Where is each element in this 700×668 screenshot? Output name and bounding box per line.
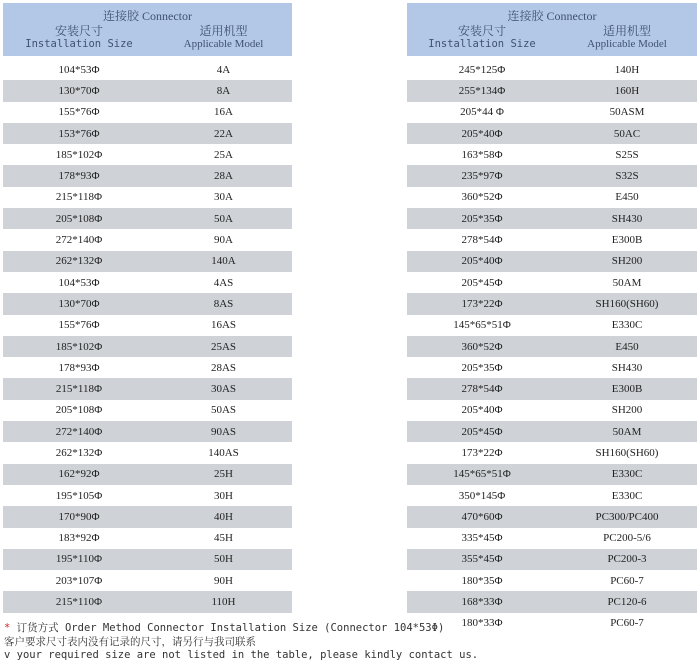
installation-size-cell: 145*65*51Φ: [453, 468, 511, 481]
table-row: [407, 102, 697, 123]
applicable-model-cell: 28A: [214, 170, 233, 183]
installation-size-cell: 130*70Φ: [58, 297, 100, 310]
installation-size-cell: 470*60Φ: [461, 510, 503, 523]
table-row: [407, 528, 697, 549]
installation-size-cell: 163*58Φ: [461, 148, 503, 161]
table-row: [3, 165, 292, 186]
applicable-model-cell: 50AS: [210, 404, 237, 417]
installation-size-cell: 205*35Φ: [461, 212, 503, 225]
table-row: [407, 208, 697, 229]
installation-size-cell: 205*108Φ: [55, 404, 103, 417]
installation-size-cell: 205*45Φ: [461, 276, 503, 289]
table-row: [3, 421, 292, 442]
applicable-model-cell: SH200: [611, 255, 643, 268]
installation-size-cell: 168*33Φ: [461, 596, 503, 609]
applicable-model-cell: SH430: [611, 361, 643, 374]
applicable-model-cell: 50H: [214, 553, 233, 566]
installation-size-cell: 272*140Φ: [55, 234, 103, 247]
applicable-model-cell: 45H: [214, 532, 233, 545]
table-row: [3, 144, 292, 165]
installation-size-cell: 153*76Φ: [58, 127, 100, 140]
installation-size-cell: 205*108Φ: [55, 212, 103, 225]
installation-size-cell: 255*134Φ: [458, 84, 506, 97]
applicable-model-cell: E450: [615, 191, 639, 204]
column-header-installation-size: [407, 25, 557, 51]
installation-size-cell: 205*44 Φ: [460, 106, 504, 119]
table-body: [407, 59, 697, 634]
table-header: [407, 3, 697, 56]
applicable-model-cell: 16AS: [210, 319, 237, 332]
table-row: [407, 421, 697, 442]
applicable-model-cell: 30H: [214, 489, 233, 502]
table-row: [407, 378, 697, 399]
applicable-model-cell: SH160(SH60): [595, 297, 659, 310]
applicable-model-cell: 160H: [614, 84, 640, 97]
applicable-model-cell: PC120-6: [607, 596, 647, 609]
applicable-model-cell: PC60-7: [610, 617, 644, 630]
applicable-model-cell: 30A: [214, 191, 233, 204]
installation-size-cell: 360*52Φ: [461, 340, 503, 353]
applicable-model-cell: 40H: [214, 510, 233, 523]
table-row: [407, 442, 697, 463]
table-row: [407, 229, 697, 250]
installation-size-cell: 205*45Φ: [461, 425, 503, 438]
order-method-line: [4, 622, 478, 636]
installation-size-cell: 215*118Φ: [55, 383, 103, 396]
installation-size-cell: 215*110Φ: [55, 596, 103, 609]
installation-size-cell: 360*52Φ: [461, 191, 503, 204]
table-row: [3, 378, 292, 399]
applicable-model-cell: 16A: [214, 106, 233, 119]
applicable-model-cell: 50AC: [613, 127, 641, 140]
applicable-model-cell: S32S: [615, 170, 639, 183]
applicable-model-cell: E330C: [611, 489, 643, 502]
applicable-model-cell: SH160(SH60): [595, 446, 659, 459]
installation-size-cell: 180*35Φ: [461, 574, 503, 587]
table-row: [407, 293, 697, 314]
table-row: [3, 272, 292, 293]
applicable-model-cell: SH430: [611, 212, 643, 225]
applicable-model-cell: S25S: [615, 148, 639, 161]
connector-table-left: [3, 3, 292, 613]
applicable-model-cell: 140H: [614, 63, 640, 76]
table-header: [3, 3, 292, 56]
installation-size-cell: 195*110Φ: [55, 553, 103, 566]
applicable-model-cell: 50AM: [612, 425, 642, 438]
column-header-en: Applicable Model: [183, 38, 264, 50]
installation-size-cell: 278*54Φ: [461, 383, 503, 396]
table-row: [407, 336, 697, 357]
applicable-model-cell: 4A: [216, 63, 231, 76]
table-row: [3, 506, 292, 527]
installation-size-cell: 262*132Φ: [55, 255, 103, 268]
installation-size-cell: 245*125Φ: [458, 63, 506, 76]
installation-size-cell: 350*145Φ: [458, 489, 506, 502]
table-row: [407, 315, 697, 336]
column-header-cn: 安装尺寸: [54, 24, 103, 38]
column-header-en: Installation Size: [428, 38, 536, 50]
installation-size-cell: 145*65*51Φ: [453, 319, 511, 332]
applicable-model-cell: E330C: [611, 319, 643, 332]
applicable-model-cell: 110H: [211, 596, 236, 609]
table-row: [3, 251, 292, 272]
table-row: [3, 528, 292, 549]
installation-size-cell: 178*93Φ: [58, 361, 100, 374]
table-row: [3, 59, 292, 80]
applicable-model-cell: PC200-3: [607, 553, 647, 566]
table-row: [407, 591, 697, 612]
table-title: 连接胶 Connector: [103, 9, 192, 23]
installation-size-cell: 185*102Φ: [55, 340, 103, 353]
installation-size-cell: 205*40Φ: [461, 127, 503, 140]
applicable-model-cell: 50AM: [612, 276, 642, 289]
column-header-cn: 适用机型: [602, 24, 651, 38]
installation-size-cell: 185*102Φ: [55, 148, 103, 161]
installation-size-cell: 278*54Φ: [461, 234, 503, 247]
table-row: [3, 400, 292, 421]
applicable-model-cell: 22A: [214, 127, 233, 140]
applicable-model-cell: SH200: [611, 404, 643, 417]
table-row: [407, 400, 697, 421]
applicable-model-cell: 4AS: [213, 276, 234, 289]
applicable-model-cell: 25AS: [210, 340, 237, 353]
table-row: [3, 293, 292, 314]
installation-size-cell: 173*22Φ: [461, 446, 503, 459]
column-header-en: Installation Size: [25, 38, 133, 50]
column-header-cn: 安装尺寸: [457, 24, 506, 38]
asterisk-icon: *: [4, 622, 11, 634]
installation-size-cell: 203*107Φ: [55, 574, 103, 587]
applicable-model-cell: 8A: [216, 84, 231, 97]
order-note: [4, 622, 478, 663]
table-row: [3, 357, 292, 378]
installation-size-cell: 155*76Φ: [58, 106, 100, 119]
applicable-model-cell: E450: [615, 340, 639, 353]
applicable-model-cell: E300B: [611, 234, 643, 247]
table-row: [3, 123, 292, 144]
table-row: [407, 506, 697, 527]
table-row: [3, 315, 292, 336]
table-row: [3, 80, 292, 101]
custom-size-note-en: v your required size are not listed in the table, please kindly contact us.: [4, 649, 479, 661]
applicable-model-cell: PC200-5/6: [603, 532, 651, 545]
installation-size-cell: 170*90Φ: [58, 510, 100, 523]
applicable-model-cell: 28AS: [210, 361, 237, 374]
installation-size-cell: 178*93Φ: [58, 170, 100, 183]
table-row: [3, 442, 292, 463]
installation-size-cell: 205*40Φ: [461, 255, 503, 268]
applicable-model-cell: 90A: [214, 234, 233, 247]
applicable-model-cell: E330C: [611, 468, 643, 481]
installation-size-cell: 173*22Φ: [461, 297, 503, 310]
table-row: [3, 187, 292, 208]
table-row: [3, 229, 292, 250]
table-row: [407, 464, 697, 485]
installation-size-cell: 235*97Φ: [461, 170, 503, 183]
table-row: [3, 464, 292, 485]
table-row: [3, 336, 292, 357]
table-row: [407, 187, 697, 208]
table-row: [3, 208, 292, 229]
column-header-installation-size: [3, 25, 155, 51]
table-row: [407, 80, 697, 101]
applicable-model-cell: 90H: [214, 574, 233, 587]
applicable-model-cell: 50ASM: [609, 106, 645, 119]
applicable-model-cell: 140AS: [208, 446, 239, 459]
column-header-applicable-model: [155, 25, 292, 51]
table-row: [407, 485, 697, 506]
applicable-model-cell: 30AS: [210, 383, 237, 396]
installation-size-cell: 205*35Φ: [461, 361, 503, 374]
column-header-applicable-model: [557, 25, 697, 51]
applicable-model-cell: 140A: [211, 255, 236, 268]
installation-size-cell: 205*40Φ: [461, 404, 503, 417]
applicable-model-cell: 50A: [214, 212, 233, 225]
applicable-model-cell: PC300/PC400: [595, 510, 659, 523]
installation-size-cell: 180*33Φ: [461, 617, 503, 630]
table-row: [407, 59, 697, 80]
connector-table-right: [407, 3, 697, 634]
installation-size-cell: 155*76Φ: [58, 319, 100, 332]
installation-size-cell: 104*53Φ: [58, 276, 100, 289]
table-row: [3, 549, 292, 570]
column-header-en: Applicable Model: [587, 38, 667, 50]
order-method-text: 订货方式 Order Method Connector Installation Size (Connector 104*53Φ): [16, 622, 445, 634]
column-header-cn: 适用机型: [199, 24, 248, 38]
table-title: 连接胶 Connector: [507, 9, 597, 23]
applicable-model-cell: 8AS: [213, 297, 234, 310]
table-row: [407, 357, 697, 378]
table-row: [407, 272, 697, 293]
applicable-model-cell: 25H: [214, 468, 233, 481]
installation-size-cell: 162*92Φ: [58, 468, 100, 481]
table-row: [3, 591, 292, 612]
installation-size-cell: 215*118Φ: [55, 191, 103, 204]
applicable-model-cell: 25A: [214, 148, 233, 161]
table-row: [407, 144, 697, 165]
table-row: [407, 165, 697, 186]
applicable-model-cell: PC60-7: [610, 574, 644, 587]
table-row: [3, 485, 292, 506]
table-row: [407, 549, 697, 570]
table-row: [407, 123, 697, 144]
installation-size-cell: 355*45Φ: [461, 553, 503, 566]
installation-size-cell: 195*105Φ: [55, 489, 103, 502]
custom-size-note-cn: 客户要求尺寸表内没有记录的尺寸，请另行与我司联系: [4, 635, 256, 648]
table-row: [407, 570, 697, 591]
installation-size-cell: 262*132Φ: [55, 446, 103, 459]
installation-size-cell: 130*70Φ: [58, 84, 100, 97]
table-row: [407, 251, 697, 272]
applicable-model-cell: E300B: [611, 383, 643, 396]
installation-size-cell: 104*53Φ: [58, 63, 100, 76]
applicable-model-cell: 90AS: [210, 425, 237, 438]
table-body: [3, 59, 292, 613]
table-row: [3, 570, 292, 591]
installation-size-cell: 272*140Φ: [55, 425, 103, 438]
table-row: [3, 102, 292, 123]
installation-size-cell: 183*92Φ: [58, 532, 100, 545]
installation-size-cell: 335*45Φ: [461, 532, 503, 545]
